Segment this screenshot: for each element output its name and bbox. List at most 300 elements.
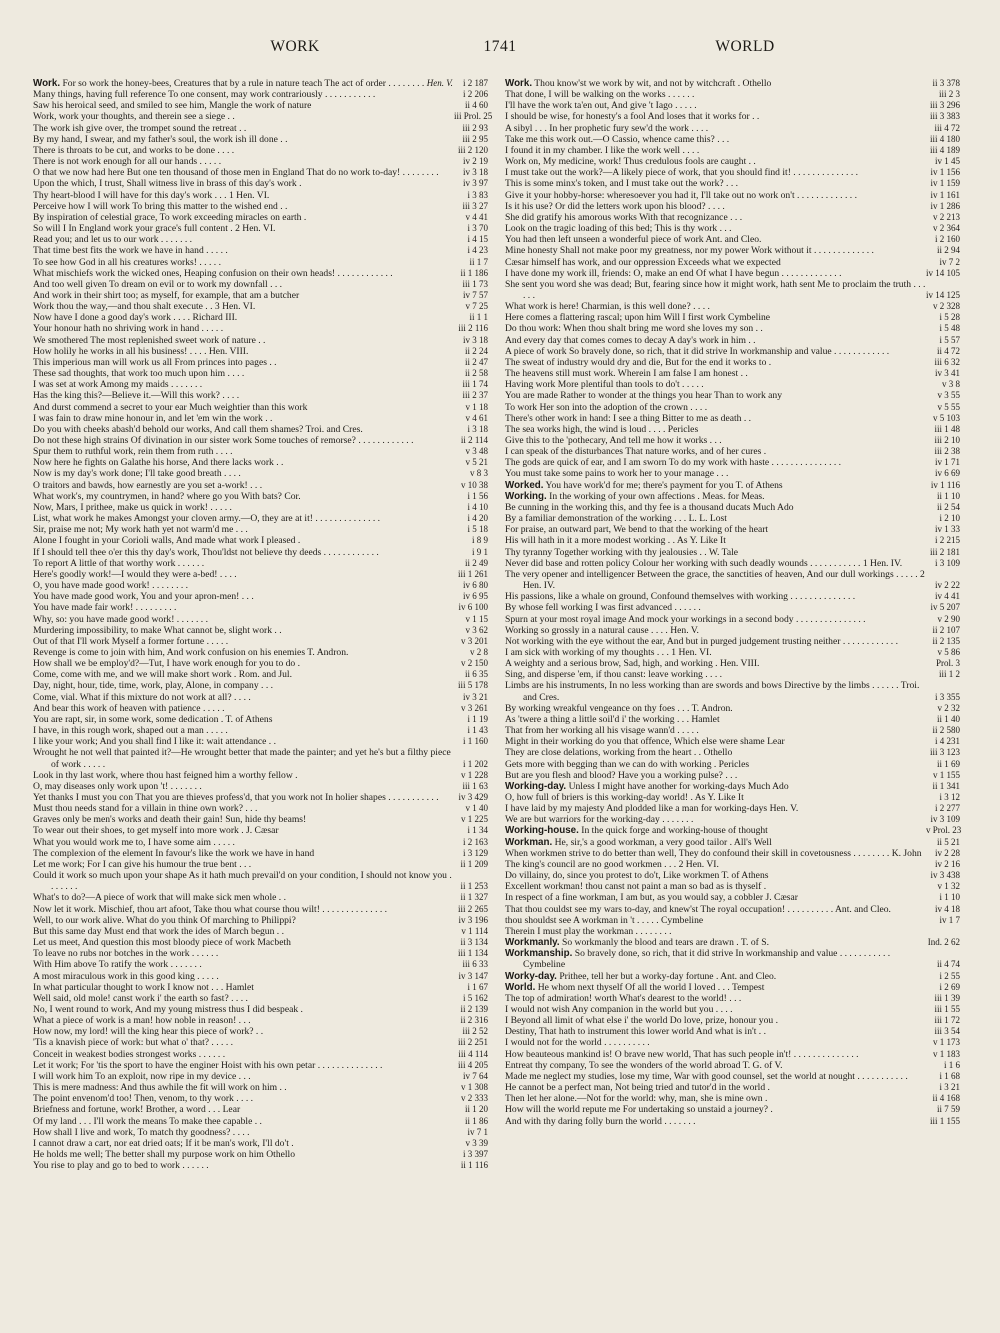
concordance-entry [505,1104,960,1115]
act-scene-line-reference: i 5 48 [939,323,960,334]
act-scene-line-reference: i 4 20 [467,513,488,524]
concordance-entry [505,825,960,836]
quotation: I can speak of the disturbances That nature works, and of her cures . [505,446,767,458]
act-scene-line-reference: v 5 55 [937,401,960,412]
quotation: How shall I live and work, To match thy goodness? . . . . [33,1126,250,1138]
quotation: O, may diseases only work upon 't! . . . . . . . [33,780,202,792]
act-scene-line-reference: i 2 160 [934,234,960,245]
act-scene-line-reference: iv 3 41 [934,368,960,379]
concordance-entry [33,926,488,937]
act-scene-line-reference: i 4 10 [467,501,488,512]
quotation: Let it work; For 'tis the sport to have the enginer Hoist with his own petar . . . . . . . . . . . . . . [33,1059,383,1071]
quotation: This imperious man will work us all From princes into pages . . [33,356,277,368]
concordance-entry [33,390,488,401]
concordance-entry [33,513,488,524]
concordance-entry [505,156,960,167]
concordance-entry [33,134,488,145]
quotation: Well, to our work alive. What do you think Of marching to Philippi? [33,914,296,926]
concordance-entry [505,390,960,401]
headword: Workman. [505,836,553,848]
quotation: I have done my work ill, friends: O, make an end Of what I have begun . . . . . . . . . . . . . [505,267,842,279]
concordance-entry [33,937,488,948]
quotation: Why, so: you have made good work! . . . . . . . [33,613,208,625]
concordance-entry [505,323,960,334]
headword: Workmanship. [505,948,573,960]
quotation: What work's, my countrymen, in hand? where go you With bats? Cor. [33,490,301,502]
quotation: You have made fair work! . . . . . . . . . [33,602,177,614]
concordance-entry [505,301,960,312]
act-scene-line-reference: iv 6 100 [458,602,488,613]
concordance-entry [33,614,488,625]
act-scene-line-reference: iv 3 429 [458,792,488,802]
concordance-entry [33,982,488,993]
concordance-entry [33,747,488,769]
concordance-entry [505,614,960,625]
quotation: The complexion of the element In favour's like the work we have in hand [33,847,315,859]
concordance-entry [33,145,488,156]
concordance-entry [505,78,960,89]
quotation: Revenge is come to join with him, And work confusion on his enemies T. Andron. [33,646,349,658]
act-scene-line-reference: v 3 48 [465,446,488,457]
act-scene-line-reference: i 3 355 [934,691,960,702]
quotation: Give it your hobby-horse: wheresoever you had it, I'll take out no work on't . . . . . . . . . . . . . [505,189,857,201]
act-scene-line-reference: iii 2 251 [457,1037,488,1048]
quotation: Sir, praise me not; My work hath yet not warm'd me . . . [33,524,248,536]
concordance-entry [505,513,960,524]
act-scene-line-reference: i 4 23 [467,245,488,256]
act-scene-line-reference: ii 4 72 [936,345,960,356]
concordance-entry [33,814,488,825]
concordance-entry [505,569,960,591]
act-scene-line-reference: ii 1 116 [460,1160,488,1171]
act-scene-line-reference: iii 2 93 [462,122,488,133]
act-scene-line-reference: iii 3 54 [934,1026,960,1037]
concordance-entry [505,870,960,881]
quotation: But are you flesh and blood? Have you a working pulse? . . . [505,769,738,781]
act-scene-line-reference: i 2 277 [934,803,960,814]
concordance-entry [33,167,488,178]
act-scene-line-reference: iv 1 159 [930,178,960,189]
act-scene-line-reference: ii 1 327 [460,892,488,903]
act-scene-line-reference: iv 7 1 [467,1126,488,1137]
quotation: You rise to play and go to bed to work . . . . . . [33,1160,209,1172]
concordance-entry [33,547,488,558]
act-scene-line-reference: iii 4 114 [458,1048,488,1059]
concordance-entry [33,212,488,223]
quotation: Graves only be men's works and death their gain! Sun, hide thy beams! [33,814,307,826]
concordance-entry [33,792,488,803]
act-scene-line-reference: i 3 18 [467,423,488,434]
concordance-entry [505,413,960,424]
quotation: That from her working all his visage wann'd . . . . . [505,725,699,737]
act-scene-line-reference: ii 2 94 [936,245,960,256]
quotation: Be cunning in the working this, and thy fee is a thousand ducats Much Ado [505,501,794,513]
concordance-entry [505,736,960,747]
concordance-entry [33,424,488,435]
act-scene-line-reference: v 5 21 [465,457,488,468]
quotation: Working so grossly in a natural cause . . . . Hen. V. [505,624,699,636]
quotation: Never did base and rotten policy Colour her working with such deadly wounds . . . . . . . . . . . 1 Hen. IV. [505,557,903,569]
quotation: With Him above To ratify the work . . . . . . . [33,959,202,971]
act-scene-line-reference: iv 7 64 [462,1070,488,1081]
act-scene-line-reference: v 2 8 [470,646,488,657]
act-scene-line-reference: iii 3 27 [462,200,488,211]
quotation: The sea works high, the wind is loud . . . . Pericles [505,423,699,435]
concordance-entry [505,1093,960,1104]
quotation: How will the world repute me For undertaking so unstaid a journey? . [505,1104,773,1116]
concordance-entry [505,234,960,245]
concordance-entry [33,480,488,491]
quotation: Conceit in weakest bodies strongest works . . . . . . [33,1048,226,1060]
act-scene-line-reference: ii 1 86 [464,1115,488,1126]
quotation: His passions, like a whale on ground, Confound themselves with working . . . . . . . . . . . . . . [505,591,856,603]
concordance-entry [33,591,488,602]
concordance-entry [505,1071,960,1082]
quotation: Thy tyranny Together working with thy jealousies . . W. Tale [505,546,739,558]
act-scene-line-reference: iv 6 95 [462,591,488,602]
act-scene-line-reference: ii 3 378 [932,78,960,88]
concordance-entry [505,1049,960,1060]
quotation: So will I In England work your grace's full content . 2 Hen. VI. [33,223,276,235]
concordance-entry [33,1071,488,1082]
act-scene-line-reference: ii 1 10 [936,490,960,501]
concordance-entry [505,312,960,323]
concordance-entry [33,223,488,234]
quotation: What mischiefs work the wicked ones, Heaping confusion on their own heads! . . . . . . . . . . . . [33,267,393,279]
quotation: Do villainy, do, since you protest to do't, Like workmen T. of Athens [505,870,769,882]
concordance-entry [33,1082,488,1093]
concordance-entry [505,402,960,413]
concordance-entry [33,1104,488,1115]
act-scene-line-reference: ii 1 209 [460,858,488,869]
act-scene-line-reference: i 1 19 [467,713,488,724]
concordance-entry [505,547,960,558]
concordance-entry [33,859,488,870]
act-scene-line-reference: v 3 39 [465,1137,488,1148]
quotation: I have laid by my majesty And plodded like a man for working-days Hen. V. [505,803,799,815]
act-scene-line-reference: iii Prol. 25 [454,111,493,122]
act-scene-line-reference: iii 1 74 [462,379,488,390]
concordance-entry [33,904,488,915]
concordance-entry [33,435,488,446]
quotation: I should be wise, for honesty's a fool And loses that it works for . . [505,111,760,123]
act-scene-line-reference: i 1 160 [462,736,488,747]
act-scene-line-reference: ii 2 580 [932,725,960,736]
concordance-entry [505,190,960,201]
quotation: To wear out their shoes, to get myself into more work . J. Cæsar [33,825,279,837]
act-scene-line-reference: v 2 90 [937,613,960,624]
act-scene-line-reference: ii 1 7 [469,256,488,267]
quotation: Spurn at your most royal image And mock your workings in a second body . . . . . . . . . . . . . . . [505,613,866,625]
quotation: Come, come with me, and we will make short work . Rom. and Jul. [33,669,292,681]
concordance-entry [33,558,488,569]
concordance-entry [505,212,960,223]
quotation: Here's goodly work!—I would they were a-bed! . . . . [33,568,237,580]
quotation: I would not for the world . . . . . . . . . . [505,1037,650,1049]
concordance-entry [33,301,488,312]
quotation: What a piece of work is a man! how noble in reason! . . . [33,1015,251,1027]
act-scene-line-reference: i 5 18 [467,524,488,535]
quotation: Is it his use? Or did the letters work upon his blood? . . . . [505,200,725,212]
quotation: By whose fell working I was first advanced . . . . . . [505,602,701,614]
concordance-entry [33,1149,488,1160]
quotation: But this same day Must end that work the ides of March begun . . [33,925,284,937]
act-scene-line-reference: v 1 155 [933,769,960,780]
quotation: Not working with the eye without the ear, And but in purged judgement trusting neither . . . . . . . . . . . . [505,635,898,647]
concordance-entry [33,346,488,357]
act-scene-line-reference: iv 1 161 [930,189,960,200]
act-scene-line-reference: v Prol. 23 [926,825,962,836]
quotation: Day, night, hour, tide, time, work, play, Alone, in company . . . [33,680,274,692]
act-scene-line-reference: iii 2 3 [938,89,960,100]
concordance-entry [505,357,960,368]
act-scene-line-reference: iv 3 147 [458,970,488,981]
act-scene-line-reference: ii 1 341 [932,780,960,791]
quotation: I am sick with working of my thoughts . . . 1 Hen. VI. [505,646,712,658]
quotation: Read you; and let us to our work . . . . . . . [33,234,193,246]
quotation: What work is here! Charmian, is this well done? . . . . [505,301,710,313]
act-scene-line-reference: v 2 364 [933,223,960,234]
act-scene-line-reference: ii 4 74 [936,959,960,970]
quotation: In the quick forge and working-house of thought [581,825,768,837]
concordance-entry [33,290,488,301]
quotation: For praise, an outward part, We bend to that the working of the heart [505,524,769,536]
concordance-entry [505,502,960,513]
act-scene-line-reference: i 3 129 [462,847,488,858]
act-scene-line-reference: i 5 162 [462,992,488,1003]
concordance-entry [33,870,488,892]
quotation: How now, my lord! will the king hear this piece of work? . . [33,1026,264,1038]
act-scene-line-reference: i 4 15 [467,234,488,245]
quotation: They are close delations, working from the heart . . Othello [505,747,733,759]
act-scene-line-reference: i 2 163 [462,836,488,847]
quotation: Now is my day's work done; I'll take good breath . . . . [33,468,241,480]
act-scene-line-reference: ii 2 135 [932,635,960,646]
quotation: He cannot be a perfect man, Not being tried and tutor'd in the world . [505,1082,770,1094]
quotation: No, I went round to work, And my young mistress thus I did bespeak . [33,1003,303,1015]
act-scene-line-reference: iv 14 105 [926,267,961,278]
quotation: Let me work; For I can give his humour the true bent . . . [33,858,252,870]
concordance-entry [33,580,488,591]
act-scene-line-reference: iii 2 265 [457,903,488,914]
act-scene-line-reference: iii 3 123 [929,747,960,758]
quotation: Out of that I'll work Myself a former fortune . . . . . [33,635,229,647]
quotation: Now, Mars, I prithee, make us quick in work! . . . . . [33,501,232,513]
act-scene-line-reference: v 1 228 [461,769,488,780]
concordance-entry [33,402,488,413]
concordance-entry [33,680,488,691]
quotation: I cannot draw a cart, nor eat dried oats; If it be man's work, I'll do't . [33,1137,294,1149]
quotation: And durst commend a secret to your ear Much weightier than this work [33,401,308,413]
act-scene-line-reference: i 1 68 [939,1070,960,1081]
concordance-entry [33,335,488,346]
act-scene-line-reference: ii 2 24 [464,345,488,356]
concordance-entry [505,178,960,189]
act-scene-line-reference: v 3 55 [937,390,960,401]
concordance-entry [505,480,960,491]
act-scene-line-reference: ii 2 316 [460,1015,488,1026]
act-scene-line-reference: iv 1 116 [930,479,960,490]
act-scene-line-reference: iii 3 383 [929,111,960,122]
concordance-entry [33,569,488,580]
concordance-entry [33,535,488,546]
act-scene-line-reference: iv 1 286 [930,200,960,211]
concordance-entry [33,89,488,100]
act-scene-line-reference: iv 1 156 [930,167,960,178]
concordance-entry [33,781,488,792]
concordance-entry [505,591,960,602]
quotation: The work ish give over, the trompet sound the retreat . . [33,122,247,134]
act-scene-line-reference: i 2 215 [934,535,960,546]
act-scene-line-reference: ii 5 21 [936,836,960,847]
quotation: By my hand, I swear, and my father's soul, the work ish ill done . . [33,133,288,145]
headword: Workmanly. [505,937,560,949]
quotation: We are but warriors for the working-day . . . . . . . [505,814,694,826]
quotation: Thy heart-blood I will have for this day's work . . . 1 Hen. VI. [33,189,270,201]
quotation: O, how full of briers is this working-day world! . As Y. Like It [505,792,744,803]
quotation: Then let her alone.—Not for the world: why, man, she is mine own . [505,1093,768,1105]
concordance-entry [33,413,488,424]
concordance-entry [33,268,488,279]
concordance-entry [505,703,960,714]
concordance-entry [33,78,488,89]
concordance-entry [33,625,488,636]
act-scene-line-reference: i 3 397 [462,1149,488,1159]
concordance-entry [33,892,488,903]
act-scene-line-reference: ii 2 54 [936,501,960,512]
quotation: O that we now had here But one ten thousand of those men in England That do no work to-day! . . . . . . . . [33,167,439,179]
concordance-entry [33,1004,488,1015]
quotation: O, you have made good work! . . . . . . . . [33,580,189,592]
quotation: Of my land . . . I'll work the means To make thee capable . . [33,1115,262,1127]
quotation: What you would work me to, I have some aim . . . . . [33,836,235,848]
act-scene-line-reference: ii 1 20 [464,1104,488,1115]
act-scene-line-reference: v 3 8 [942,379,960,390]
act-scene-line-reference: iv 3 18 [462,167,488,178]
quotation: In the working of your own affections . Meas. for Meas. [549,490,765,502]
quotation: The king's council are no good workmen . . . 2 Hen. VI. [505,858,719,870]
concordance-entry [505,535,960,546]
act-scene-line-reference: ii 1 253 [460,881,488,892]
act-scene-line-reference: v 1 308 [461,1082,488,1093]
act-scene-line-reference: iii 2 52 [462,1026,488,1037]
act-scene-line-reference: iii 1 2 [938,669,960,680]
concordance-entry [33,178,488,189]
quotation: Cæsar himself has work, and our oppression Exceeds what we expected [505,256,781,268]
act-scene-line-reference: v 5 86 [937,646,960,657]
concordance-entry [505,524,960,535]
quotation: How shall we be employ'd?—Tut, I have work enough for you to do . [33,658,301,670]
quotation: When workmen strive to do better than well, They do confound their skill in covetousness . . . . . . . . K. John [505,847,922,859]
act-scene-line-reference: v 3 201 [461,635,488,646]
act-scene-line-reference: i 2 187 [462,78,488,88]
left-column [33,78,493,1313]
concordance-entry [505,346,960,357]
concordance-entry [505,904,960,915]
act-scene-line-reference: i 8 9 [471,535,488,546]
quotation: Your honour hath no shriving work in hand . . . . . [33,323,224,335]
quotation: By inspiration of celestial grace, To work exceeding miracles on earth . [33,211,307,223]
act-scene-line-reference: v 5 103 [933,412,960,423]
concordance-entry [505,379,960,390]
act-scene-line-reference: i 2 55 [939,970,960,981]
quotation: I found it in my chamber. I like the work well . . . . [505,144,700,156]
quotation: And with thy daring folly burn the world . . . . . . . [505,1115,696,1127]
quotation: Give this to the 'pothecary, And tell me how it works . . . [505,435,722,446]
act-scene-line-reference: iv 1 7 [939,914,960,925]
act-scene-line-reference: iv 3 97 [462,178,488,189]
quotation: You are made Rather to wonder at the things you hear Than to work any [505,390,783,402]
quotation: Here comes a flattering rascal; upon him Will I first work Cymbeline [505,312,771,324]
act-scene-line-reference: iv 6 69 [934,468,960,479]
act-scene-line-reference: iii 1 48 [934,423,960,434]
quotation: Work thou the way,—and thou shalt execute . . 3 Hen. VI. [33,301,256,313]
quotation: Entreat thy company, To see the wonders of the world abroad T. G. of V. [505,1059,783,1071]
concordance-entry [505,1015,960,1026]
concordance-entry [33,837,488,848]
act-scene-line-reference: i 2 69 [939,981,960,992]
act-scene-line-reference: iii 1 261 [457,568,488,579]
act-scene-line-reference: i 1 43 [467,725,488,736]
concordance-entry [33,1127,488,1138]
concordance-entry [505,368,960,379]
concordance-entry [505,792,960,803]
act-scene-line-reference: iv 4 41 [934,591,960,602]
act-scene-line-reference: iii 6 32 [934,356,960,367]
concordance-entry [505,468,960,479]
act-scene-line-reference: iv 3 18 [462,334,488,345]
quotation: Do thou work: When thou shalt bring me word she loves my son . . [505,323,763,335]
quotation: Saw his heroical seed, and smiled to see him, Mangle the work of nature [33,100,312,112]
act-scene-line-reference: v 2 150 [461,658,488,669]
quotation: Therein I must play the workman . . . . . . . . [505,925,672,937]
concordance-entry [505,1082,960,1093]
act-scene-line-reference: iv 3 438 [930,870,960,881]
act-scene-line-reference: v 2 213 [933,211,960,222]
concordance-entry [33,1060,488,1071]
concordance-entry [33,245,488,256]
act-scene-line-reference: ii 3 134 [460,937,488,948]
act-scene-line-reference: i 9 1 [471,546,488,557]
act-scene-line-reference: iv 4 18 [934,903,960,914]
act-scene-line-reference: iii 2 95 [462,133,488,144]
quotation: Spur them to ruthful work, rein them from ruth . . . . [33,446,233,458]
quotation: Come, vial. What if this mixture do not work at all? . . . . [33,691,251,703]
act-scene-line-reference: iii 5 178 [457,680,488,691]
act-scene-line-reference: iv 7 2 [939,256,960,267]
quotation: Wrought he not well that painted it?—He wrought better that made the painter; and yet he's but a filthy piece of work . . . . . [33,747,451,770]
act-scene-line-reference: ii 4 168 [932,1093,960,1104]
act-scene-line-reference: iv 14 125 [926,289,961,300]
quotation: Excellent workman! thou canst not paint a man so bad as is thyself . [505,881,767,893]
concordance-entry [505,636,960,647]
act-scene-line-reference: ii 6 35 [464,669,488,680]
quotation: Having work More plentiful than tools to do't . . . . . [505,379,704,391]
concordance-entry [33,502,488,513]
concordance-entry [505,457,960,468]
concordance-entry [33,1093,488,1104]
quotation: How beauteous mankind is! O brave new world, That has such people in't! . . . . . . . . . . . . . . [505,1048,859,1060]
act-scene-line-reference: iii 2 120 [457,144,488,155]
concordance-entry [33,736,488,747]
quotation: For so work the honey-bees, Creatures that by a rule in nature teach The act of order . . . . . . . . [62,78,425,89]
headword: Working-day. [505,780,567,792]
concordance-entry [505,848,960,859]
concordance-entry [505,803,960,814]
concordance-entry [33,825,488,836]
concordance-entry [505,446,960,457]
act-scene-line-reference: v 1 40 [465,803,488,814]
